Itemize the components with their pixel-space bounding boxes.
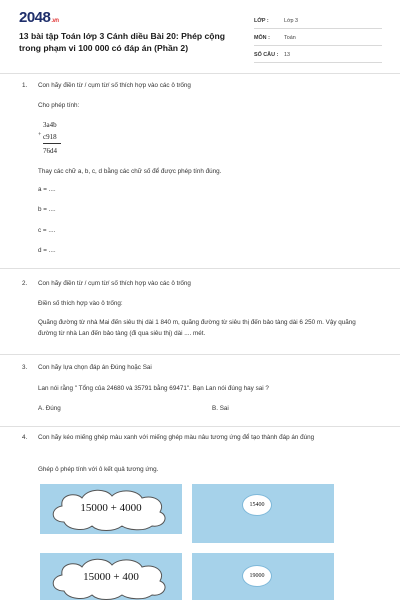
- meta-label: MÔN :: [254, 35, 270, 41]
- site-logo[interactable]: [19, 9, 59, 26]
- result-piece[interactable]: [192, 553, 334, 600]
- result-text: 19000: [249, 573, 265, 579]
- answer-blank[interactable]: c = ....: [38, 227, 56, 234]
- question-prompt: Con hãy điền từ / cụm từ/ số thích hợp vào các ô trống: [38, 82, 191, 89]
- addition-calculation: [38, 119, 63, 157]
- plus-sign: +: [38, 132, 42, 138]
- answer-blank[interactable]: d = ....: [38, 247, 56, 254]
- header-divider: [0, 73, 400, 74]
- question-divider: [0, 268, 400, 269]
- meta-value: 13: [284, 52, 290, 58]
- question-intro: Điền số thích hợp vào ô trống:: [38, 300, 123, 307]
- question-divider: [0, 426, 400, 427]
- result-piece[interactable]: [192, 484, 334, 543]
- meta-subject: [254, 31, 382, 46]
- meta-label: SỐ CÂU :: [254, 52, 279, 58]
- calc-line: c918: [43, 133, 57, 141]
- expression-text: 15000 + 4000: [80, 502, 142, 514]
- logo-text: 2048: [19, 9, 51, 26]
- expression-piece[interactable]: [40, 484, 182, 534]
- calc-line: 3a4b: [43, 121, 57, 129]
- question-prompt: Con hãy điền từ / cụm từ/ số thích hợp vào các ô trống: [38, 280, 191, 287]
- expression-text: 15000 + 400: [83, 571, 139, 583]
- meta-grade: [254, 14, 382, 29]
- result-text: 15400: [249, 502, 265, 508]
- calc-line: 76d4: [43, 147, 57, 155]
- question-number: 4.: [22, 434, 28, 441]
- header: [0, 0, 400, 72]
- option-false[interactable]: B. Sai: [212, 405, 229, 412]
- question-number: 2.: [22, 280, 28, 287]
- meta-value: Lớp 3: [284, 18, 299, 24]
- meta-info: [254, 14, 382, 65]
- answer-blank[interactable]: a = ....: [38, 186, 56, 193]
- option-true[interactable]: A. Đúng: [38, 405, 61, 412]
- question-intro: Cho phép tính:: [38, 102, 80, 109]
- result-circle: [242, 565, 272, 587]
- question-instruction: Thay các chữ a, b, c, d bằng các chữ số để được phép tính đúng.: [38, 168, 222, 175]
- question-text: Lan nói rằng " Tổng của 24680 và 35791 bằng 69471". Bạn Lan nói đúng hay sai ?: [38, 385, 269, 392]
- question-prompt: Con hãy lựa chọn đáp án Đúng hoặc Sai: [38, 364, 152, 371]
- question-divider: [0, 354, 400, 355]
- answer-blank[interactable]: b = ....: [38, 206, 56, 213]
- question-text: Quãng đường từ nhà Mai đến siêu thị dài 1 840 m, quãng đường từ siêu thị đến bảo tàng dài 6 250 m. Vậy quãng đường từ nhà Lan đến bảo tàng (đi qua siêu thị) dài .... mét.: [38, 319, 356, 338]
- meta-label: LỚP :: [254, 18, 269, 24]
- page-title: 13 bài tập Toán lớp 3 Cánh diều Bài 20: Phép cộng trong phạm vi 100 000 có đáp án (Phần 2): [19, 31, 226, 54]
- question-intro: Ghép ô phép tính với ô kết quả tương ứng.: [38, 466, 159, 473]
- meta-value: Toán: [284, 35, 296, 41]
- logo-suffix: .vn: [51, 18, 59, 24]
- meta-count: [254, 48, 382, 63]
- result-circle: [242, 494, 272, 516]
- question-prompt: Con hãy kéo miếng ghép màu xanh với miếng ghép màu nâu tương ứng để tạo thành đáp án đúng: [38, 434, 315, 441]
- expression-piece[interactable]: [40, 553, 182, 600]
- calc-bar: [43, 143, 61, 144]
- question-number: 3.: [22, 364, 28, 371]
- question-number: 1.: [22, 82, 28, 89]
